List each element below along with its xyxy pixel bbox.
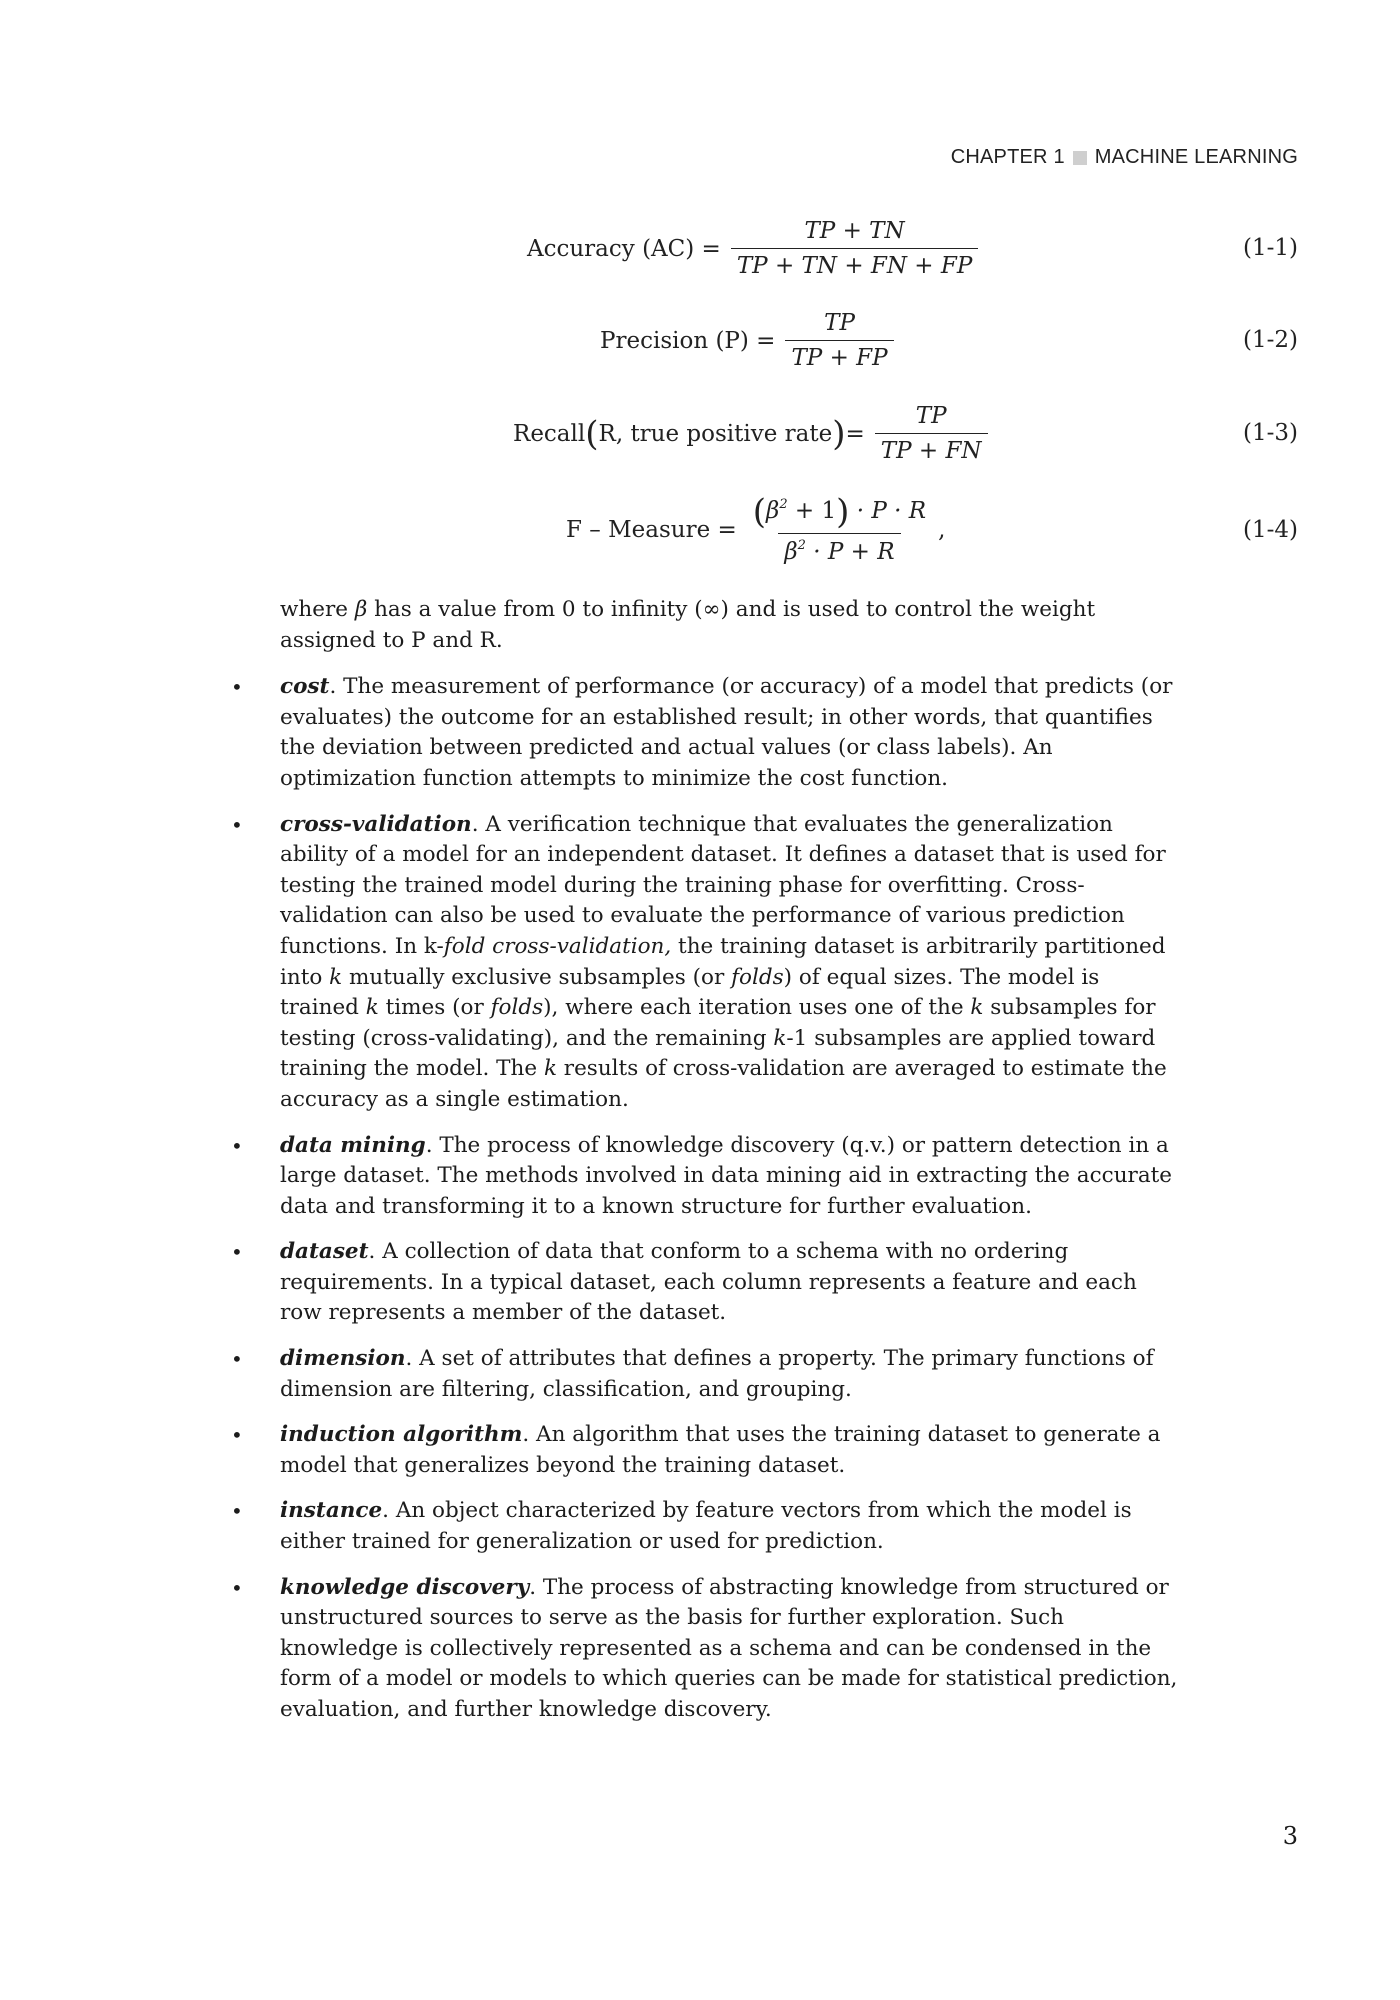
bullet-icon: •: [231, 1347, 243, 1372]
term: induction algorithm: [280, 1422, 523, 1448]
definition: . A verification technique that evaluates the generalization ability of a model for an independent dataset. It defines a dataset that is used for testing the trained model during the training phase for overfitting. Cross-validation can also be used to evaluate the performance of various prediction functions. In k-fold cross-validation, the training dataset is arbitrarily partitioned into k mutually exclusive subsamples (or folds) of equal sizes. The model is trained k times (or folds), where each iteration uses one of the k subsamples for testing (cross-validating), and the remaining k-1 subsamples are applied toward training the model. The k results of cross-validation are averaged to estimate the accuracy as a single estimation.: [280, 811, 1167, 1112]
equation-lhs: F – Measure =: [566, 517, 737, 543]
list-item: [231, 810, 1180, 1116]
chapter-label: CHAPTER 1: [950, 146, 1065, 168]
definition: . The measurement of performance (or accuracy) of a model that predicts (or evaluates) the outcome for an established result; in other words, that quantifies the deviation between predicted and actual values (or class labels). An optimization function attempts to minimize the cost function.: [280, 674, 1173, 791]
denominator: TP + FN: [875, 433, 988, 464]
definition: . The process of abstracting knowledge from structured or unstructured sources to serve as the basis for further exploration. Such knowledge is collectively represented as a schema and can be condensed in the form of a model or models to which queries can be made for statistical prediction, evaluation, and further knowledge discovery.: [280, 1574, 1178, 1722]
term: instance: [280, 1498, 383, 1524]
equation-lhs-arg: R, true positive rate: [598, 420, 833, 447]
bullet-icon: •: [231, 675, 243, 700]
definition: . A set of attributes that defines a property. The primary functions of dimension are filtering, classification, and grouping.: [280, 1346, 1154, 1402]
bullet-icon: •: [231, 1499, 243, 1524]
denominator: TP + FP: [785, 340, 893, 371]
page-number: 3: [1282, 1822, 1298, 1850]
equation-trailing-comma: ,: [938, 517, 946, 543]
numerator: $(\beta^2 + 1) \cdot P \cdot R$: [752, 492, 927, 532]
denominator: $\beta^2 \cdot P + R$: [778, 533, 900, 565]
definition: . The process of knowledge discovery (q.v.) or pattern detection in a large dataset. The methods involved in data mining aid in extracting the accurate data and transforming it to a known structure for further evaluation.: [280, 1132, 1173, 1219]
term: data mining: [280, 1132, 426, 1158]
list-item: [231, 1344, 1180, 1405]
equals-sign: =: [845, 420, 865, 447]
bullet-icon: •: [231, 1575, 243, 1600]
definition: . An algorithm that uses the training dataset to generate a model that generalizes beyond the training dataset.: [280, 1422, 1161, 1478]
header-separator: [1073, 151, 1087, 165]
numerator: TP: [824, 310, 855, 336]
term: dataset: [280, 1239, 369, 1265]
where-paragraph: where β has a value from 0 to infinity (∞) and is used to control the weight assigned to P and R.: [280, 597, 1096, 653]
running-header: [951, 146, 1298, 169]
term: dimension: [280, 1346, 406, 1372]
right-paren: ): [832, 413, 846, 454]
fraction: [731, 218, 978, 279]
equation-lhs: Recall: [513, 420, 586, 447]
bullet-icon: •: [231, 812, 243, 837]
bullet-icon: •: [231, 1133, 243, 1158]
left-paren: (: [585, 413, 599, 454]
glossary-list: [231, 672, 1180, 1725]
equation-number: (1-4): [1243, 517, 1298, 543]
equation-number: (1-3): [1243, 420, 1298, 446]
fraction: [875, 403, 988, 464]
fraction: [785, 310, 893, 371]
equation-number: (1-1): [1243, 235, 1298, 261]
term: cross-validation: [280, 811, 472, 837]
list-item: [231, 1131, 1180, 1223]
equation-f-measure: [0, 485, 1400, 575]
term: knowledge discovery: [280, 1574, 530, 1600]
term: cost: [280, 674, 330, 700]
equation-lhs: Precision (P) =: [600, 327, 776, 354]
chapter-title: MACHINE LEARNING: [1094, 146, 1298, 168]
equation-lhs: Accuracy (AC) =: [527, 235, 721, 262]
equation-precision: [0, 300, 1400, 380]
denominator: TP + TN + FN + FP: [731, 248, 978, 279]
equation-accuracy: [0, 208, 1400, 288]
list-item: [231, 1237, 1180, 1329]
definition: . A collection of data that conform to a schema with no ordering requirements. In a typical dataset, each column represents a feature and each row represents a member of the dataset.: [280, 1239, 1137, 1326]
numerator: TP + TN: [804, 218, 905, 244]
list-item: [231, 672, 1180, 794]
bullet-icon: •: [231, 1423, 243, 1448]
equation-number: (1-2): [1243, 327, 1298, 353]
bullet-icon: •: [231, 1240, 243, 1265]
numerator: TP: [915, 403, 947, 429]
list-item: [231, 1496, 1180, 1557]
equation-recall: [0, 393, 1400, 473]
body-text: [231, 595, 1180, 1741]
fraction: [747, 492, 932, 565]
definition: . An object characterized by feature vectors from which the model is either trained for generalization or used for prediction.: [280, 1498, 1132, 1555]
list-item: [231, 1573, 1180, 1726]
list-item: [231, 1420, 1180, 1481]
